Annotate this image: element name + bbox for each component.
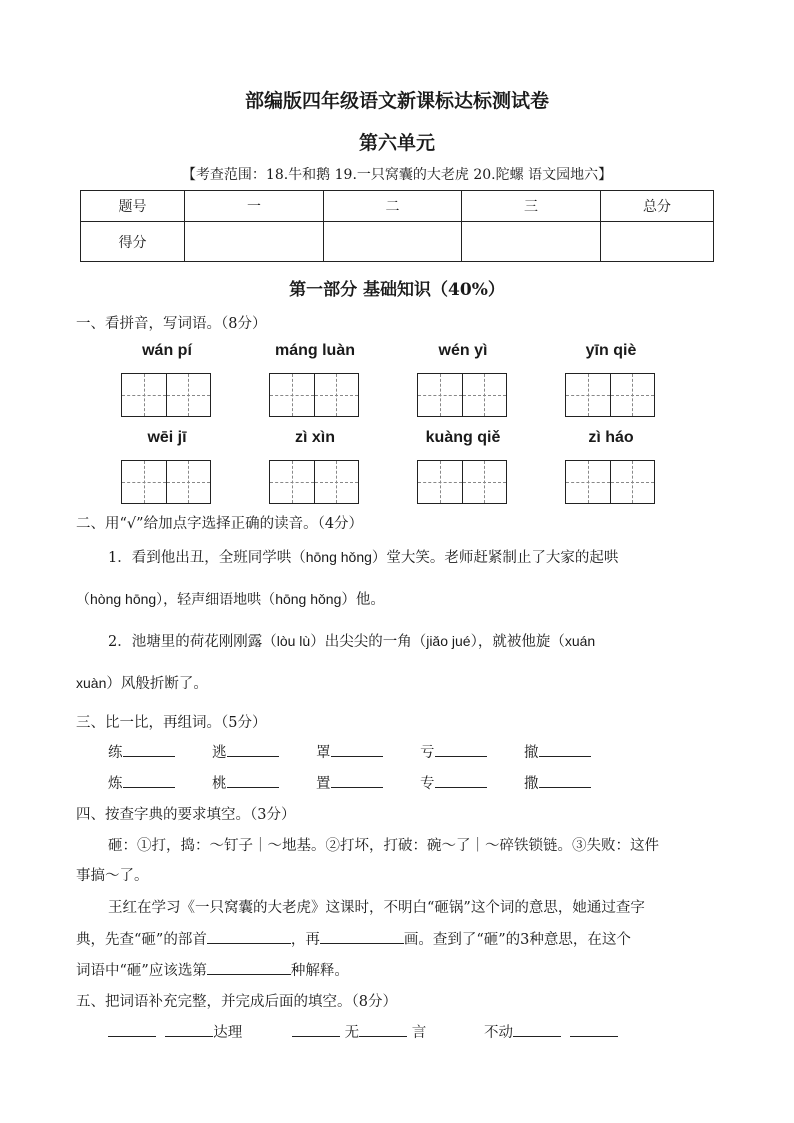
exam-scope: 【考查范围：18.牛和鹅 19.一只窝囊的大老虎 20.陀螺 语文园地六】: [181, 167, 613, 183]
q4-paragraph-line: [76, 928, 631, 949]
score-input-cell[interactable]: [324, 222, 462, 262]
score-table-score-row: [81, 222, 714, 262]
compare-char: 撤: [524, 745, 539, 761]
q2-item2-line2: [76, 672, 208, 693]
compare-item: [420, 772, 487, 793]
text: 种解释。: [290, 963, 349, 979]
compare-char: 罩: [316, 745, 331, 761]
score-input-cell[interactable]: [185, 222, 324, 262]
score-table-cell: 题号: [81, 191, 185, 222]
answer-blank[interactable]: [292, 1022, 340, 1037]
answer-blank[interactable]: [227, 742, 279, 757]
idiom-fill-1: [108, 1021, 242, 1042]
pinyin-option[interactable]: lòu lù: [276, 633, 311, 649]
answer-blank[interactable]: [539, 773, 591, 788]
q2-item1-line2: [76, 588, 385, 609]
score-input-cell[interactable]: [462, 222, 601, 262]
q3-heading: 三、比一比，再组词。（5分）: [76, 715, 267, 731]
writing-grid[interactable]: [417, 373, 507, 417]
text: ，再: [290, 932, 320, 948]
writing-grid[interactable]: [417, 460, 507, 504]
pinyin-label: máng luàn: [274, 342, 355, 359]
q2-item2-line1: [108, 630, 595, 651]
score-table-cell: 得分: [81, 222, 185, 262]
compare-char: 亏: [420, 745, 435, 761]
pinyin-label: kuàng qiě: [425, 429, 501, 446]
dictionary-def-line: 事搞～了。: [76, 868, 149, 884]
writing-grid[interactable]: [269, 460, 359, 504]
meaning-choice-blank[interactable]: [207, 960, 291, 975]
pinyin-label: wēi jī: [147, 429, 187, 446]
pinyin-label: zì háo: [588, 429, 634, 446]
answer-blank[interactable]: [435, 742, 487, 757]
compare-item: [108, 772, 175, 793]
compare-item: [316, 741, 383, 762]
text: 画。查到了“砸”的3种意思，在这个: [403, 932, 631, 948]
compare-char: 桃: [212, 776, 227, 792]
idiom-part: 达理: [213, 1025, 243, 1041]
compare-char: 逃: [212, 745, 227, 761]
pinyin-label: wán pí: [142, 342, 192, 359]
score-table-cell: 三: [462, 191, 601, 222]
text: ），就被他旋（: [470, 634, 565, 650]
text: ）他。: [341, 592, 385, 608]
answer-blank[interactable]: [108, 1022, 156, 1037]
q2-heading: 二、用“√”给加点字选择正确的读音。（4分）: [76, 516, 364, 532]
compare-item: [212, 772, 279, 793]
text: ）出尖尖的一角（: [310, 634, 427, 650]
compare-char: 专: [420, 776, 435, 792]
compare-item: [212, 741, 279, 762]
stroke-count-blank[interactable]: [320, 929, 404, 944]
compare-char: 炼: [108, 776, 123, 792]
compare-char: 置: [316, 776, 331, 792]
radical-blank[interactable]: [207, 929, 291, 944]
pinyin-option[interactable]: xuán: [564, 633, 596, 649]
unit-title: 第六单元: [358, 132, 435, 154]
idiom-fill-2: [292, 1021, 426, 1042]
q2-item1-line1: [108, 546, 618, 567]
answer-blank[interactable]: [123, 773, 175, 788]
answer-blank[interactable]: [359, 1022, 407, 1037]
q4-paragraph-line: 王红在学习《一只窝囊的大老虎》这课时，不明白“砸锅”这个词的意思，她通过查字: [108, 900, 645, 916]
answer-blank[interactable]: [435, 773, 487, 788]
score-input-cell[interactable]: [601, 222, 714, 262]
q4-heading: 四、按查字典的要求填空。（3分）: [76, 807, 296, 823]
pinyin-option[interactable]: jiǎo jué: [426, 633, 471, 649]
pinyin-option[interactable]: xuàn: [76, 675, 107, 691]
writing-grid[interactable]: [121, 460, 211, 504]
score-table-header-row: [81, 191, 714, 222]
paper-title: 部编版四年级语文新课标达标测试卷: [244, 90, 549, 112]
answer-blank[interactable]: [539, 742, 591, 757]
compare-item: [420, 741, 487, 762]
text: ）风般折断了。: [106, 676, 208, 692]
pinyin-option[interactable]: hōng hǒng: [305, 549, 372, 565]
idiom-part: 无: [344, 1025, 360, 1041]
pinyin-option[interactable]: hōng hǒng: [275, 591, 342, 607]
compare-item: [316, 772, 383, 793]
score-table-cell: 总分: [601, 191, 714, 222]
compare-item: [524, 772, 591, 793]
q5-heading: 五、把词语补充完整，并完成后面的填空。（8分）: [76, 994, 397, 1010]
compare-item: [524, 741, 591, 762]
writing-grid[interactable]: [565, 373, 655, 417]
writing-grid[interactable]: [565, 460, 655, 504]
text: 1．看到他出丑，全班同学哄（: [108, 550, 306, 566]
dictionary-def-line: 砸：①打，捣：～钉子｜～地基。②打坏，打破：碗～了｜～碎铁锁链。③失败：这件: [108, 838, 659, 854]
idiom-fill-3: [484, 1021, 618, 1042]
answer-blank[interactable]: [227, 773, 279, 788]
idiom-part: 言: [411, 1025, 427, 1041]
idiom-part: 不动: [484, 1025, 513, 1041]
text: ）堂大笑。老师赶紧制止了大家的起哄: [371, 550, 619, 566]
text: 典，先查“砸”的部首: [76, 932, 207, 948]
text: 2．池塘里的荷花刚刚露（: [108, 634, 277, 650]
writing-grid[interactable]: [269, 373, 359, 417]
pinyin-label: yīn qiè: [585, 342, 637, 359]
compare-item: [108, 741, 175, 762]
pinyin-option[interactable]: （hòng hōng），轻声细语地哄（: [76, 591, 276, 607]
q4-paragraph-line: [76, 959, 349, 980]
pinyin-label: zì xìn: [294, 429, 335, 446]
writing-grid[interactable]: [121, 373, 211, 417]
answer-blank[interactable]: [331, 742, 383, 757]
answer-blank[interactable]: [513, 1022, 561, 1037]
score-table-cell: 二: [324, 191, 462, 222]
q1-heading: 一、看拼音，写词语。（8分）: [76, 316, 267, 332]
compare-char: 练: [108, 745, 123, 761]
answer-blank[interactable]: [165, 1022, 213, 1037]
text: 词语中“砸”应该选第: [76, 963, 207, 979]
part-one-title: 第一部分 基础知识（40%）: [289, 280, 505, 300]
answer-blank[interactable]: [123, 742, 175, 757]
pinyin-label: wén yì: [438, 342, 488, 359]
score-table: [80, 190, 714, 262]
compare-char: 撒: [524, 776, 539, 792]
score-table-cell: 一: [185, 191, 324, 222]
answer-blank[interactable]: [331, 773, 383, 788]
answer-blank[interactable]: [570, 1022, 618, 1037]
